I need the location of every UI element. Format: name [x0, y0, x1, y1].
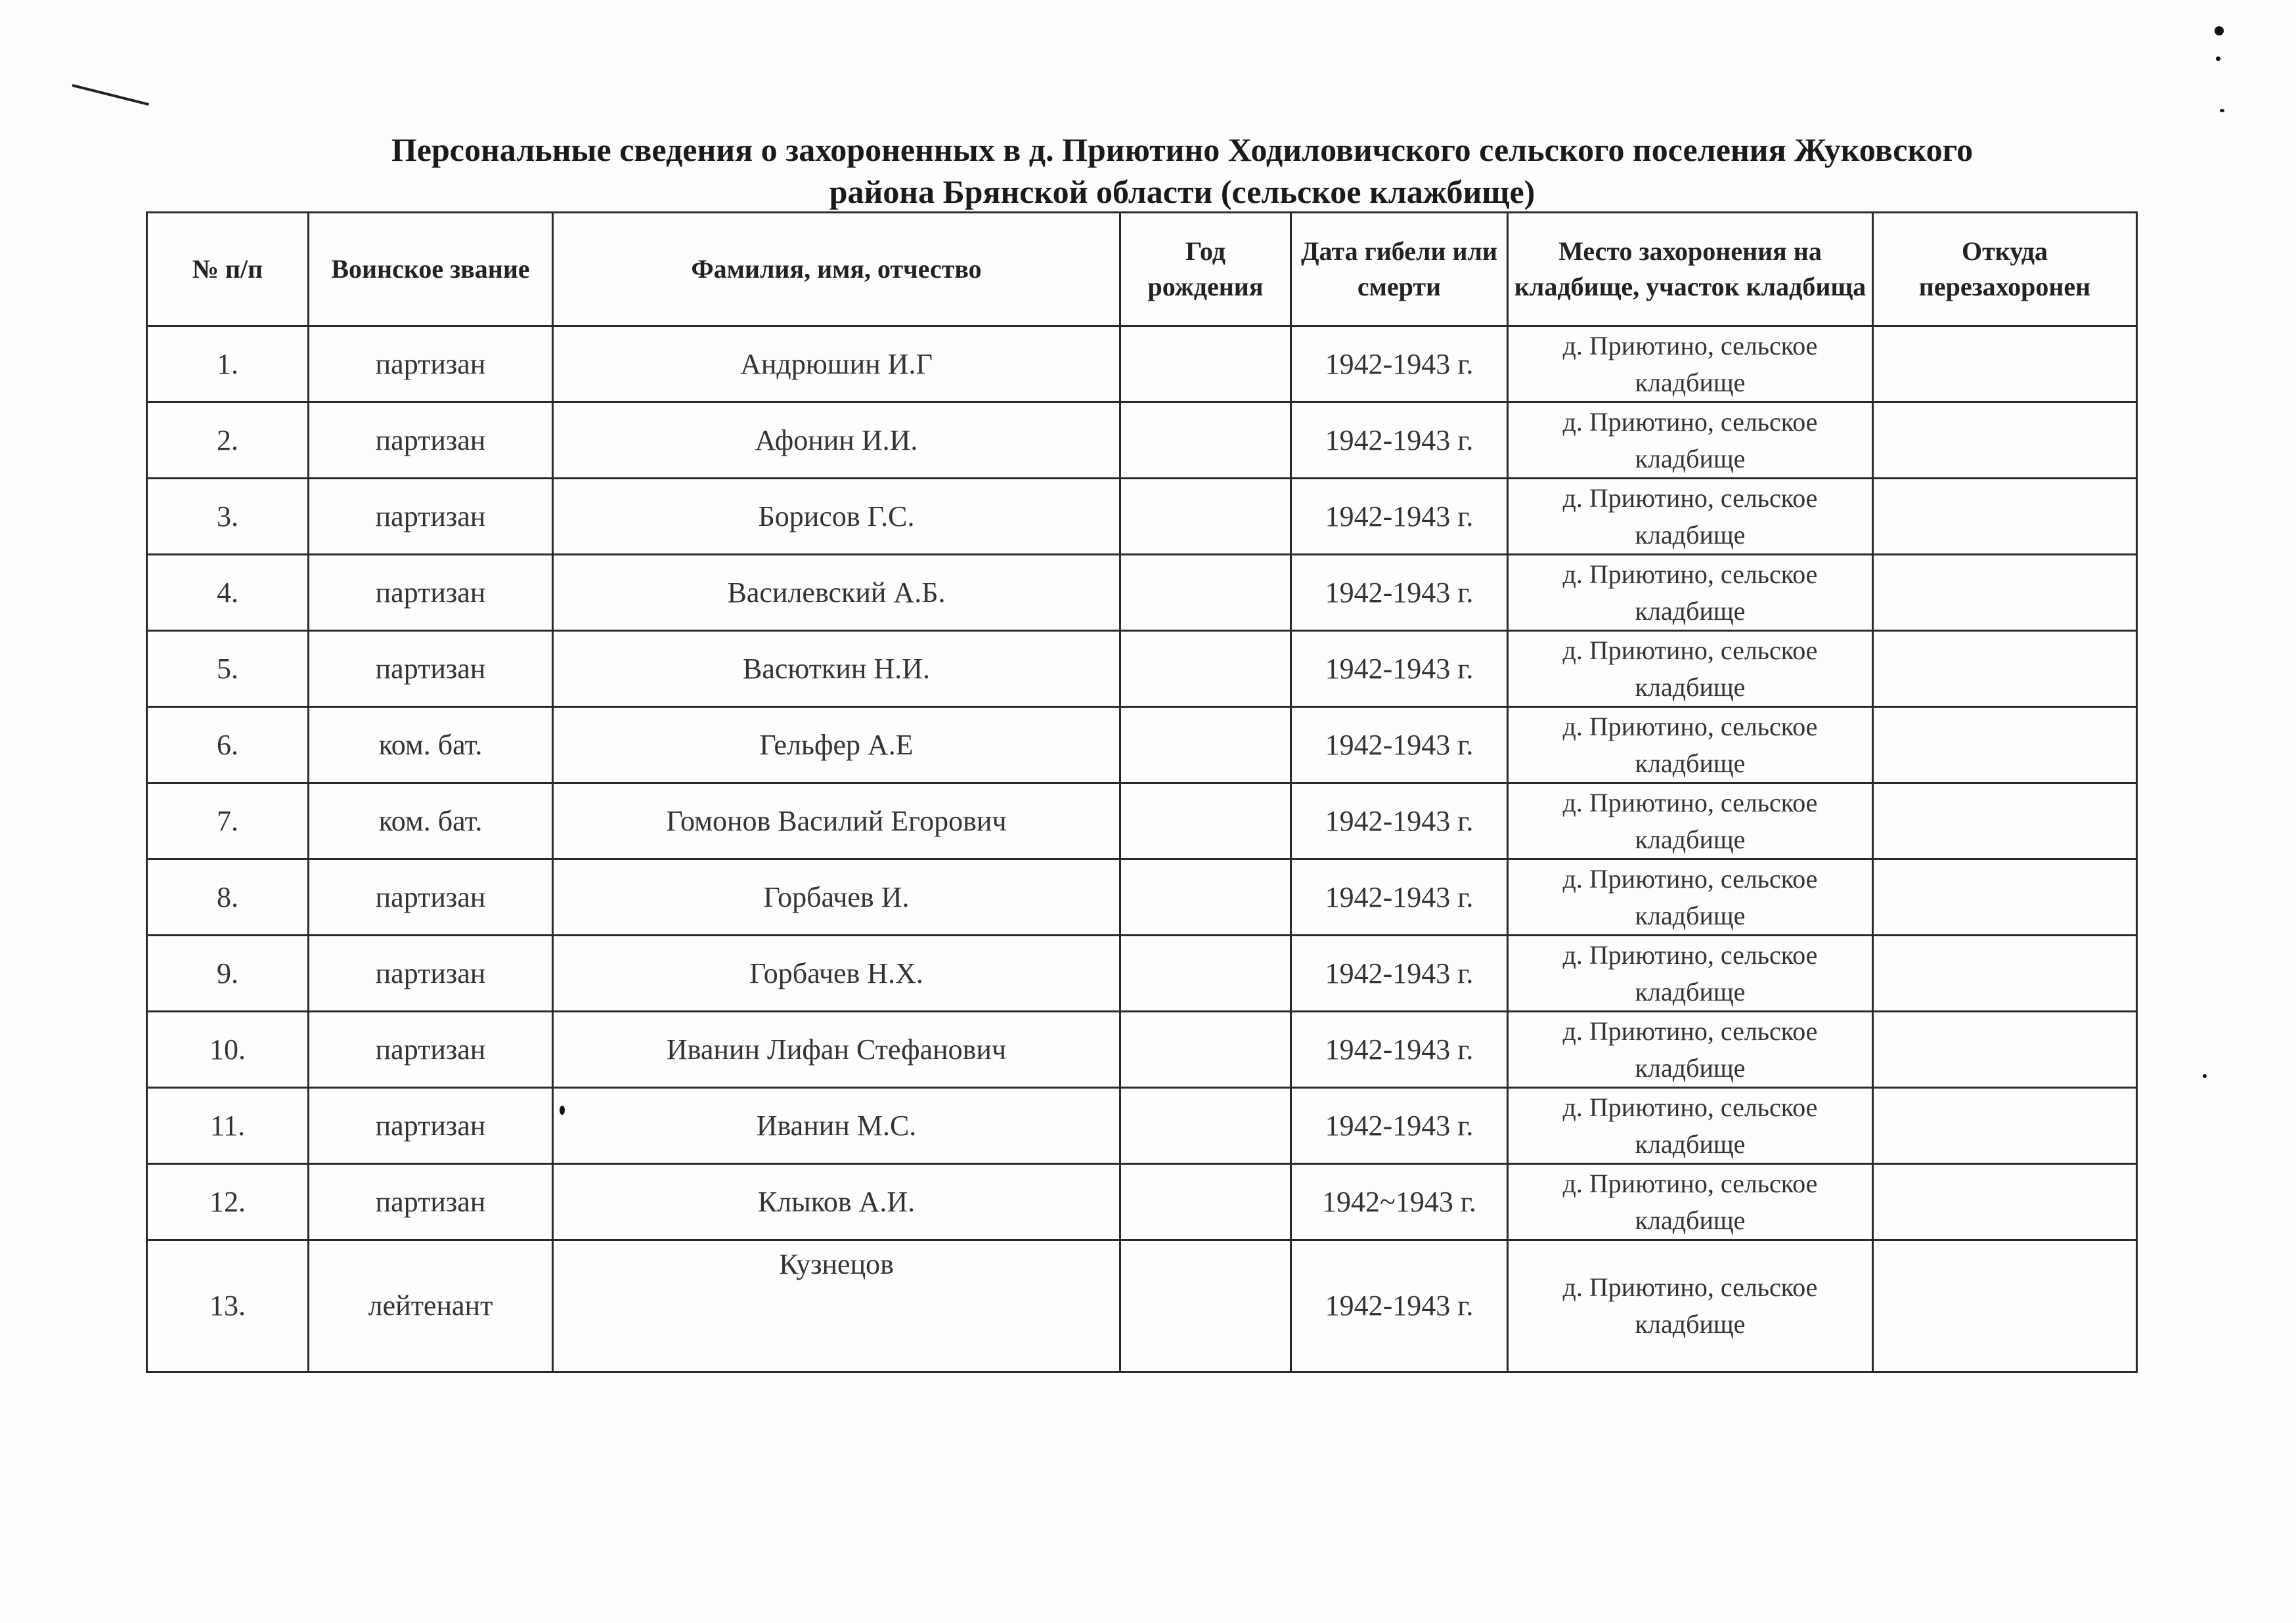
scan-speck — [2215, 26, 2224, 35]
header-reburied-from: Откуда перезахоронен — [1873, 213, 2137, 326]
cell-name: Васюткин Н.И. — [553, 631, 1120, 707]
cell-birth-year — [1120, 936, 1291, 1012]
table-row — [147, 555, 2137, 631]
cell-name: Клыков А.И. — [553, 1164, 1120, 1240]
cell-burial-place: д. Приютино, сельское кладбище — [1508, 326, 1873, 402]
cell-death-date: 1942-1943 г. — [1291, 1240, 1508, 1372]
header-name: Фамилия, имя, отчество — [553, 213, 1120, 326]
cell-burial-place: д. Приютино, сельское кладбище — [1508, 1240, 1873, 1372]
header-death-date: Дата гибели или смерти — [1291, 213, 1508, 326]
cell-birth-year — [1120, 1012, 1291, 1088]
cell-birth-year — [1120, 402, 1291, 479]
table-row — [147, 631, 2137, 707]
cell-rank: партизан — [309, 859, 553, 936]
cell-name: Афонин И.И. — [553, 402, 1120, 479]
cell-rank: партизан — [309, 326, 553, 402]
table-row — [147, 1240, 2137, 1372]
cell-rank: партизан — [309, 479, 553, 555]
cell-name: Кузнецов — [553, 1240, 1120, 1372]
cell-birth-year — [1120, 1164, 1291, 1240]
cell-rank: ком. бат. — [309, 707, 553, 783]
cell-birth-year — [1120, 859, 1291, 936]
cell-burial-place: д. Приютино, сельское кладбище — [1508, 1012, 1873, 1088]
cell-num: 13. — [147, 1240, 309, 1372]
cell-name: Борисов Г.С. — [553, 479, 1120, 555]
cell-burial-place: д. Приютино, сельское кладбище — [1508, 479, 1873, 555]
cell-birth-year — [1120, 707, 1291, 783]
cell-name: Андрюшин И.Г — [553, 326, 1120, 402]
cell-name: Горбачев И. — [553, 859, 1120, 936]
cell-name: Гомонов Василий Егорович — [553, 783, 1120, 859]
header-burial-place: Место захоронения на кладбище, участок кладбища — [1508, 213, 1873, 326]
cell-reburied-from — [1873, 1088, 2137, 1164]
cell-name: Иванин Лифан Стефанович — [553, 1012, 1120, 1088]
cell-burial-place: д. Приютино, сельское кладбище — [1508, 631, 1873, 707]
cell-num: 6. — [147, 707, 309, 783]
cell-death-date: 1942-1943 г. — [1291, 555, 1508, 631]
cell-rank: партизан — [309, 555, 553, 631]
cell-num: 9. — [147, 936, 309, 1012]
cell-name: Иванин М.С. — [553, 1088, 1120, 1164]
burial-records-table — [146, 211, 2138, 1373]
cell-death-date: 1942-1943 г. — [1291, 707, 1508, 783]
cell-death-date: 1942-1943 г. — [1291, 1012, 1508, 1088]
cell-reburied-from — [1873, 1164, 2137, 1240]
table-row — [147, 326, 2137, 402]
cell-reburied-from — [1873, 402, 2137, 479]
cell-death-date: 1942-1943 г. — [1291, 479, 1508, 555]
cell-birth-year — [1120, 1088, 1291, 1164]
cell-death-date: 1942-1943 г. — [1291, 1088, 1508, 1164]
document-title — [197, 129, 2167, 213]
cell-rank: партизан — [309, 631, 553, 707]
table-row — [147, 707, 2137, 783]
cell-rank: партизан — [309, 402, 553, 479]
cell-reburied-from — [1873, 859, 2137, 936]
scan-speck — [2203, 1074, 2207, 1078]
cell-reburied-from — [1873, 1012, 2137, 1088]
title-line-1: Персональные сведения о захороненных в д. Приютино Ходиловичского сельского поселения Жуковского — [391, 131, 1974, 168]
cell-rank: партизан — [309, 1012, 553, 1088]
cell-num: 12. — [147, 1164, 309, 1240]
table-row — [147, 402, 2137, 479]
table-row — [147, 479, 2137, 555]
cell-reburied-from — [1873, 783, 2137, 859]
cell-num: 11. — [147, 1088, 309, 1164]
table-row — [147, 859, 2137, 936]
cell-num: 7. — [147, 783, 309, 859]
cell-burial-place: д. Приютино, сельское кладбище — [1508, 555, 1873, 631]
cell-burial-place: д. Приютино, сельское кладбище — [1508, 1088, 1873, 1164]
cell-name: Василевский А.Б. — [553, 555, 1120, 631]
cell-num: 1. — [147, 326, 309, 402]
table-row — [147, 783, 2137, 859]
scan-pen-mark — [72, 84, 149, 106]
cell-birth-year — [1120, 631, 1291, 707]
cell-name: Горбачев Н.Х. — [553, 936, 1120, 1012]
cell-num: 2. — [147, 402, 309, 479]
cell-burial-place: д. Приютино, сельское кладбище — [1508, 783, 1873, 859]
cell-birth-year — [1120, 479, 1291, 555]
cell-rank: ком. бат. — [309, 783, 553, 859]
cell-rank: партизан — [309, 1164, 553, 1240]
table-row — [147, 1088, 2137, 1164]
cell-reburied-from — [1873, 326, 2137, 402]
cell-num: 10. — [147, 1012, 309, 1088]
cell-death-date: 1942-1943 г. — [1291, 402, 1508, 479]
cell-burial-place: д. Приютино, сельское кладбище — [1508, 1164, 1873, 1240]
cell-death-date: 1942-1943 г. — [1291, 326, 1508, 402]
cell-birth-year — [1120, 783, 1291, 859]
cell-reburied-from — [1873, 936, 2137, 1012]
cell-num: 5. — [147, 631, 309, 707]
cell-num: 4. — [147, 555, 309, 631]
cell-rank: партизан — [309, 1088, 553, 1164]
cell-death-date: 1942-1943 г. — [1291, 936, 1508, 1012]
cell-rank: лейтенант — [309, 1240, 553, 1372]
cell-reburied-from — [1873, 631, 2137, 707]
cell-birth-year — [1120, 555, 1291, 631]
scan-speck — [2220, 109, 2224, 112]
cell-birth-year — [1120, 326, 1291, 402]
table-row — [147, 936, 2137, 1012]
cell-death-date: 1942-1943 г. — [1291, 783, 1508, 859]
cell-reburied-from — [1873, 555, 2137, 631]
cell-death-date: 1942~1943 г. — [1291, 1164, 1508, 1240]
cell-burial-place: д. Приютино, сельское кладбище — [1508, 859, 1873, 936]
table-row — [147, 1164, 2137, 1240]
scan-speck — [2216, 56, 2220, 61]
cell-num: 8. — [147, 859, 309, 936]
cell-burial-place: д. Приютино, сельское кладбище — [1508, 936, 1873, 1012]
title-line-2: района Брянской области (сельское клажбище) — [829, 173, 1535, 210]
cell-burial-place: д. Приютино, сельское кладбище — [1508, 402, 1873, 479]
cell-name: Гельфер А.Е — [553, 707, 1120, 783]
cell-death-date: 1942-1943 г. — [1291, 631, 1508, 707]
cell-reburied-from — [1873, 479, 2137, 555]
cell-reburied-from — [1873, 1240, 2137, 1372]
header-rank: Воинское звание — [309, 213, 553, 326]
cell-birth-year — [1120, 1240, 1291, 1372]
cell-reburied-from — [1873, 707, 2137, 783]
header-birth-year: Год рождения — [1120, 213, 1291, 326]
cell-death-date: 1942-1943 г. — [1291, 859, 1508, 936]
cell-burial-place: д. Приютино, сельское кладбище — [1508, 707, 1873, 783]
header-num: № п/п — [147, 213, 309, 326]
cell-rank: партизан — [309, 936, 553, 1012]
table-header-row — [147, 213, 2137, 326]
table-row — [147, 1012, 2137, 1088]
cell-num: 3. — [147, 479, 309, 555]
